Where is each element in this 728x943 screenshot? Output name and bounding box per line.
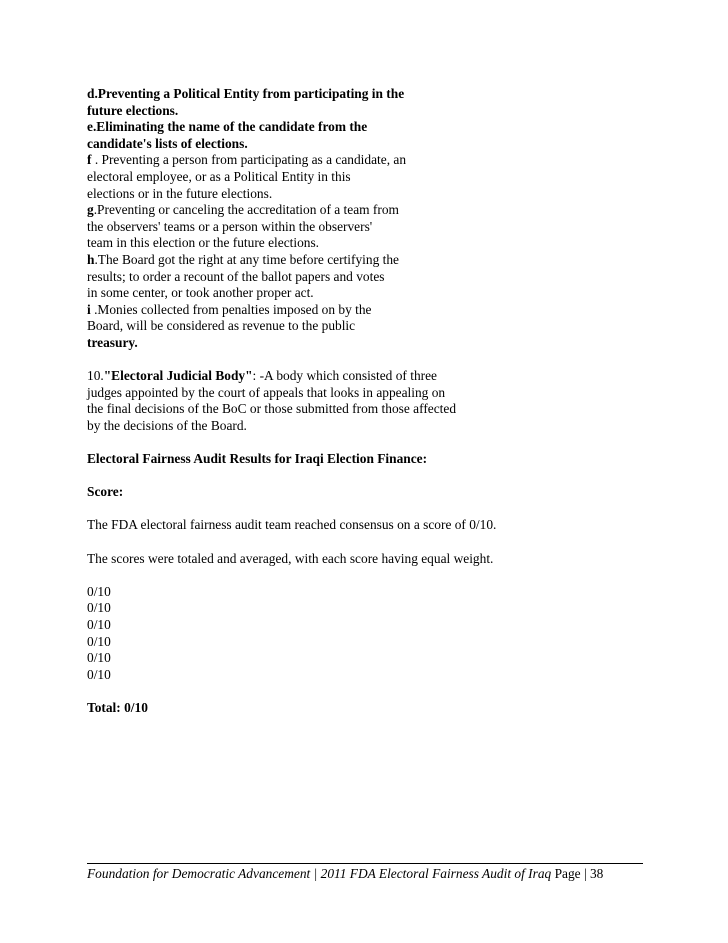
item-f-line-1: [87, 152, 657, 169]
footer-source: Foundation for Democratic Advancement | 2011 FDA Electoral Fairness Audit of Iraq: [87, 866, 552, 881]
spacer: [87, 501, 657, 518]
spacer: [87, 534, 657, 551]
item-g-marker: g: [87, 202, 94, 218]
item-g-text: .Preventing or canceling the accreditation of a team from: [93, 202, 399, 218]
item-g-line-3: team in this election or the future elections.: [87, 235, 320, 251]
item-f-text: . Preventing a person from participating as a candidate, an: [91, 152, 407, 168]
item-10-line-2: judges appointed by the court of appeals that looks in appealing on: [87, 384, 446, 400]
score-label: Score:: [87, 484, 124, 500]
results-heading: Electoral Fairness Audit Results for Iraqi Election Finance:: [87, 451, 428, 467]
total-score: Total: 0/10: [87, 699, 148, 715]
score-item: 0/10: [87, 650, 111, 666]
item-10-text: : -A body which consisted of three: [252, 368, 437, 384]
item-d-line-1: d.Preventing a Political Entity from participating in the: [87, 86, 405, 101]
page-footer: [87, 866, 647, 882]
item-f-line-2: electoral employee, or as a Political Entity in this: [87, 168, 351, 184]
item-i-text: .Monies collected from penalties imposed on by the: [90, 301, 372, 317]
page-content: [87, 86, 657, 717]
item-i-line-2: Board, will be considered as revenue to the public: [87, 318, 356, 334]
footer-divider: [87, 863, 643, 864]
item-h-text: .The Board got the right at any time before certifying the: [94, 251, 399, 267]
item-f-marker: f: [87, 152, 92, 168]
item-e-line-2: candidate's lists of elections.: [87, 135, 248, 151]
score-item: 0/10: [87, 617, 111, 632]
item-d-line-2: future elections.: [87, 102, 179, 118]
score-item: 0/10: [87, 600, 111, 616]
item-10-term: "Electoral Judicial Body": [103, 368, 253, 384]
item-10-number: 10.: [87, 368, 104, 384]
spacer: [87, 468, 657, 485]
item-g-line-1: [87, 202, 657, 219]
averaged-text: The scores were totaled and averaged, with each score having equal weight.: [87, 550, 494, 566]
item-f-line-3: elections or in the future elections.: [87, 185, 273, 201]
item-10-line-4: by the decisions of the Board.: [87, 417, 247, 433]
item-i-marker: i: [87, 301, 91, 317]
item-i-line-3: treasury.: [87, 334, 138, 350]
spacer: [87, 434, 657, 451]
spacer: [87, 352, 657, 369]
consensus-text: The FDA electoral fairness audit team reached consensus on a score of 0/10.: [87, 517, 497, 533]
score-item: 0/10: [87, 583, 111, 599]
item-h-marker: h: [87, 251, 95, 267]
page-number: Page | 38: [551, 866, 604, 881]
item-e-line-1: e.Eliminating the name of the candidate from the: [87, 119, 368, 135]
item-h-line-3: in some center, or took another proper act.: [87, 285, 314, 301]
item-g-line-2: the observers' teams or a person within the observers': [87, 218, 373, 234]
score-item: 0/10: [87, 633, 111, 649]
spacer: [87, 567, 657, 584]
item-h-line-2: results; to order a recount of the ballot papers and votes: [87, 268, 385, 284]
item-i-line-1: [87, 302, 657, 319]
item-10-line-3: the final decisions of the BoC or those submitted from those affected: [87, 401, 457, 417]
score-item: 0/10: [87, 666, 111, 682]
item-h-line-1: [87, 252, 657, 269]
spacer: [87, 683, 657, 700]
item-10-line-1: [87, 368, 657, 385]
